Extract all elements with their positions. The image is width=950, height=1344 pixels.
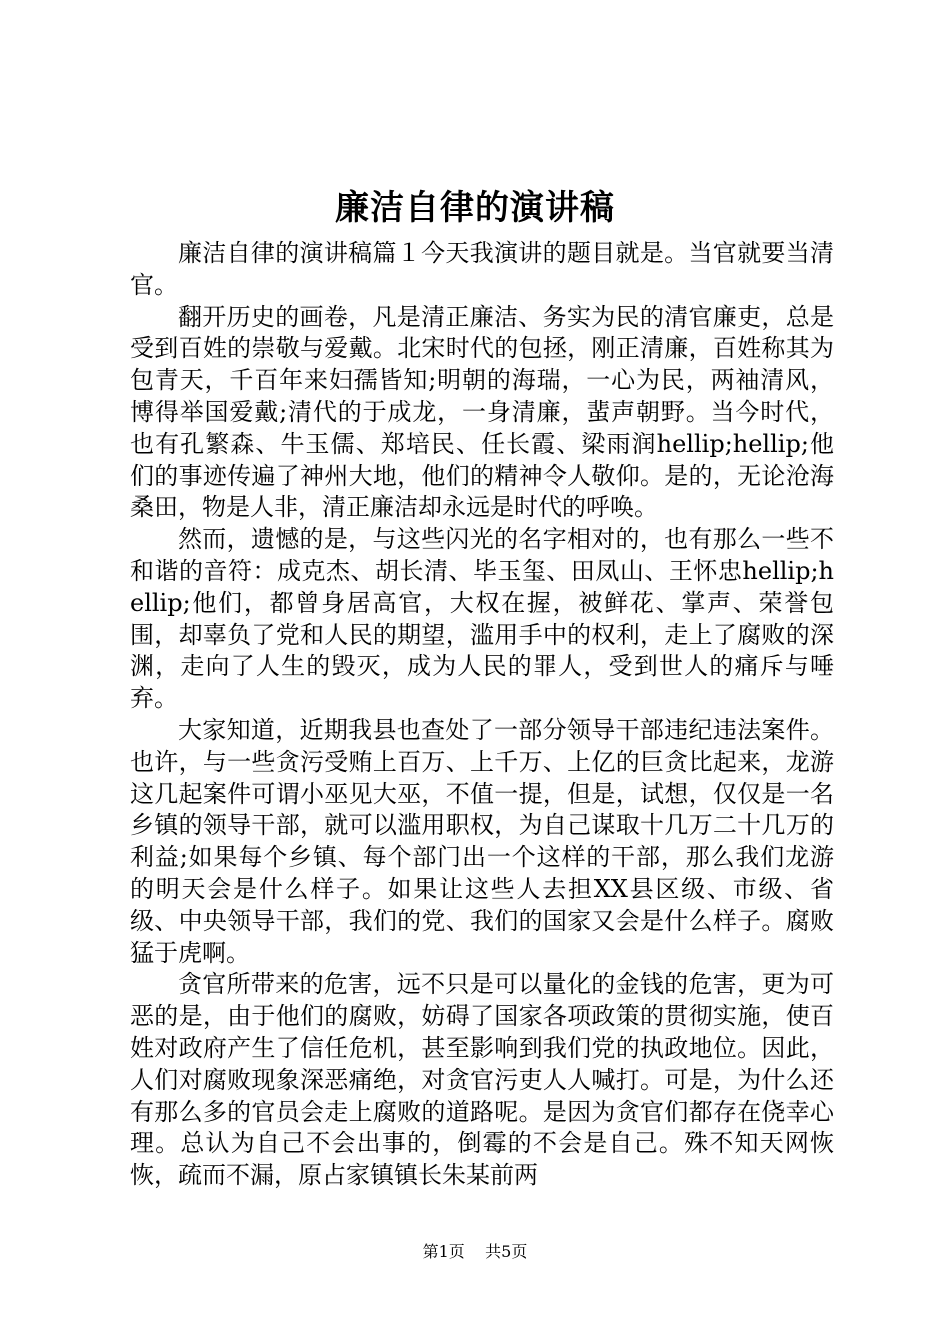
- paragraph: 然而，遗憾的是，与这些闪光的名字相对的，也有那么一些不和谐的音符：成克杰、胡长清、毕玉玺、田凤山、王怀忠hellip;hellip;他们，都曾身居高官，大权在握，被鲜花、掌声、荣誉包围，却辜负了党和人民的期望，滥用手中的权利，走上了腐败的深渊，走向了人生的毁灭，成为人民的罪人，受到世人的痛斥与唾弃。: [130, 525, 834, 713]
- page-spacer: [470, 1242, 480, 1261]
- page-number: 第1页: [422, 1242, 465, 1261]
- page-total: 共5页: [485, 1242, 528, 1261]
- paragraph: 大家知道，近期我县也查处了一部分领导干部违纪违法案件。也许，与一些贪污受贿上百万、上千万、上亿的巨贪比起来，龙游这几起案件可谓小巫见大巫，不值一提，但是，试想，仅仅是一名乡镇的领导干部，就可以滥用职权，为自己谋取十几万二十几万的利益;如果每个乡镇、每个部门出一个这样的干部，那么我们龙游的明天会是什么样子。如果让这些人去担XX县区级、市级、省级、中央领导干部，我们的党、我们的国家又会是什么样子。腐败猛于虎啊。: [130, 715, 834, 967]
- page-footer: [0, 1240, 950, 1264]
- document-title: 廉洁自律的演讲稿: [335, 188, 615, 228]
- paragraph: 贪官所带来的危害，远不只是可以量化的金钱的危害，更为可恶的是，由于他们的腐败，妨碍了国家各项政策的贯彻实施，使百姓对政府产生了信任危机，甚至影响到我们党的执政地位。因此，人们对腐败现象深恶痛绝，对贪官污吏人人喊打。可是，为什么还有那么多的官员会走上腐败的道路呢。是因为贪官们都存在侥幸心理。总认为自己不会出事的，倒霉的不会是自己。殊不知天网恢恢，疏而不漏，原占家镇镇长朱某前两: [130, 970, 834, 1190]
- paragraph: 廉洁自律的演讲稿篇１今天我演讲的题目就是。当官就要当清官。: [130, 239, 834, 299]
- document-body: [130, 238, 834, 1192]
- paragraph: 翻开历史的画卷，凡是清正廉洁、务实为民的清官廉吏，总是受到百姓的崇敬与爱戴。北宋时代的包拯，刚正清廉，百姓称其为包青天，千百年来妇孺皆知;明朝的海瑞，一心为民，两袖清风，博得举国爱戴;清代的于成龙，一身清廉，蜚声朝野。当今时代，也有孔繁森、牛玉儒、郑培民、任长霞、梁雨润hellip;hellip;他们的事迹传遍了神州大地，他们的精神令人敬仰。是的，无论沧海桑田，物是人非，清正廉洁却永远是时代的呼唤。: [130, 302, 834, 522]
